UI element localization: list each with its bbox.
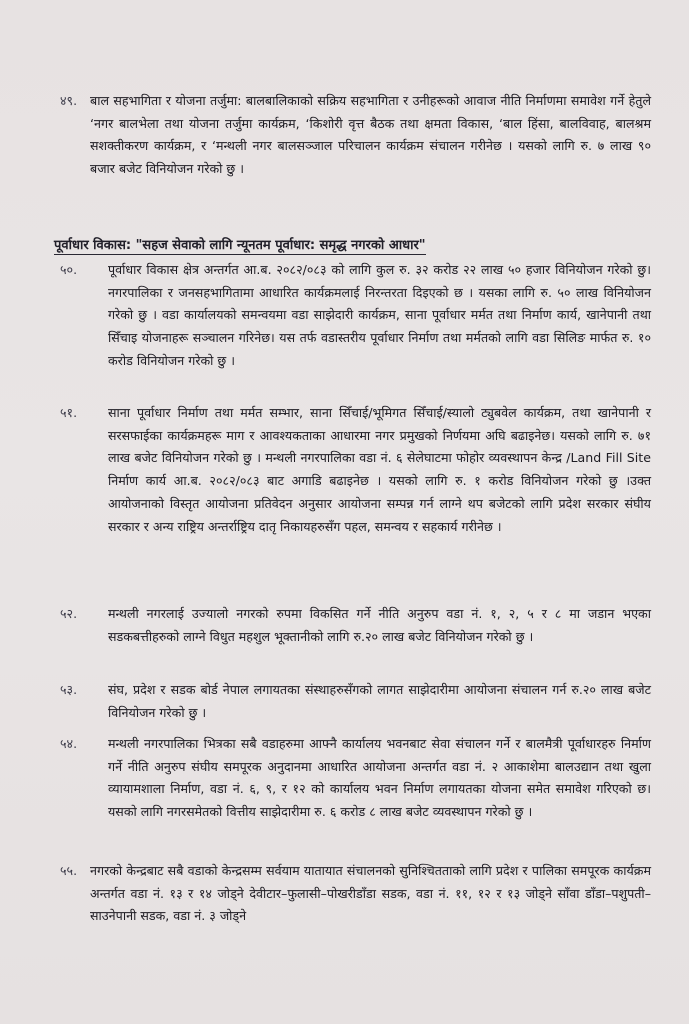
paragraph-number: ४९. (60, 93, 78, 108)
paragraph-number: ५४. (60, 736, 78, 751)
paragraph-55 (52, 860, 651, 928)
paragraph-text: संघ, प्रदेश र सडक बोर्ड नेपाल लगायतका संस्थाहरुसँगको लागत साझेदारीमा आयोजना संचालन गर्न रु.२० लाख बजेट विनियोजन गरेको छु । (108, 682, 651, 720)
paragraph-number: ५०. (60, 262, 78, 277)
paragraph-text: नगरको केन्द्रबाट सबै वडाको केन्द्रसम्म सर्वयाम यातायात संचालनको सुनिश्चितताको लागि प्रदेश र पालिका समपूरक कार्यक्रम अन्तर्गत वडा नं. १३ र १४ जोड्ने देवीटार–फुलासी–पोखरीडाँडा सडक, वडा नं. ११, १२ र १३ जोड्ने साँवा डाँडा–पशुपती–साउनेपानी सडक, वडा नं. ३ जोड्ने (90, 863, 651, 924)
paragraph-text: बाल सहभागिता र योजना तर्जुमा: बालबालिकाको सक्रिय सहभागिता र उनीहरूको आवाज नीति निर्माणमा समावेश गर्ने हेतुले ‘नगर बालभेला तथा योजना तर्जुमा कार्यक्रम, ‘किशोरी वृत्त बैठक तथा क्षमता विकास, ‘बाल हिंसा, बालविवाह, बालश्रम सशक्तीकरण कार्यक्रम, र ‘मन्थली नगर बालसञ्जाल परिचालन कार्यक्रम संचालन गरीनेछ । यसको लागि रु. ७ लाख ९० बजार बजेट विनियोजन गरेको छु । (90, 93, 651, 177)
paragraph-text: पूर्वाधार विकास क्षेत्र अन्तर्गत आ.ब. २०८२/०८३ को लागि कुल रु. ३२ करोड २२ लाख ५० हजार विनियोजन गरेको छु। नगरपालिका र जनसहभागितामा आधारित कार्यक्रमलाई निरन्तरता दिइएको छ । यसका लागि रु. ५० लाख विनियोजन गरेको छु । वडा कार्यालयको समन्वयमा वडा साझेदारी कार्यक्रम, साना पूर्वाधार मर्मत तथा निर्माण कार्य, खानेपानी तथा सिँचाइ योजनाहरू सञ्चालन गरिनेछ। यस तर्फ वडास्तरीय पूर्वाधार निर्माण तथा मर्मतको लागि वडा सिलिङ मार्फत रु. १० करोड विनियोजन गरेको छु । (108, 262, 651, 368)
paragraph-number: ५३. (60, 682, 78, 697)
paragraph-text: मन्थली नगरपालिका भित्रका सबै वडाहरुमा आफ्नै कार्यालय भवनबाट सेवा संचालन गर्ने र बालमैत्री पूर्वाधारहरु निर्माण गर्ने नीति अनुरुप संघीय समपूरक अनुदानमा आधारित आयोजना अन्तर्गत वडा नं. २ आकाशेमा बालउद्यान तथा खुला व्यायामशाला निर्माण, वडा नं. ६, ९, र १२ को कार्यालय भवन निर्माण लगायतका योजना समेत समावेश गरिएको छ। यसको लागि नगरसमेतको वित्तीय साझेदारीमा रु. ६ करोड ८ लाख बजेट व्यवस्थापन गरेको छु । (108, 736, 651, 820)
paragraph-54 (52, 733, 651, 824)
paragraph-number: ५२. (60, 606, 78, 621)
paragraph-text: मन्थली नगरलाई उज्यालो नगरको रुपमा विकसित गर्ने नीति अनुरुप वडा नं. १, २, ५ र ८ मा जडान भएका सडकबत्तीहरुको लाग्ने विधुत महशुल भूक्तानीको लागि रु.२० लाख बजेट विनियोजन गरेको छु । (108, 606, 651, 644)
paragraph-text: साना पूर्वाधार निर्माण तथा मर्मत सम्भार, साना सिँचाई/भूमिगत सिँचाई/स्यालो ट्युबवेल कार्यक्रम, तथा खानेपानी र सरसफाईका कार्यक्रमहरू माग र आवश्यकताका आधारमा नगर प्रमुखको निर्णयमा अघि बढाइनेछ। यसको लागि रु. ७१ लाख बजेट विनियोजन गरेको छु । मन्थली नगरपालिका वडा नं. ६ सेलेघाटमा फोहोर व्यवस्थापन केन्द्र /Land Fill Site निर्माण कार्य आ.ब. २०८२/०८३ बाट अगाडि बढाइनेछ । यसको लागि रु. १ करोड विनियोजन गरेको छु ।उक्त आयोजनाको विस्तृत आयोजना प्रतिवेदन अनुसार आयोजना सम्पन्न गर्न लाग्ने थप बजेटको लागि प्रदेश सरकार संघीय सरकार र अन्य राष्ट्रिय अन्तर्राष्ट्रिय दातृ निकायहरुसँग पहल, समन्वय र सहकार्य गरीनेछ । (108, 405, 651, 534)
section-heading: पूर्वाधार विकास: "सहज सेवाको लागि न्यूनतम पूर्वाधार: समृद्ध नगरको आधार" (54, 235, 426, 255)
paragraph-number: ५५. (60, 863, 78, 878)
paragraph-51 (52, 402, 651, 538)
paragraph-52 (52, 603, 651, 648)
paragraph-number: ५१. (60, 405, 78, 420)
paragraph-49 (52, 90, 651, 181)
paragraph-53 (52, 679, 651, 724)
paragraph-50 (52, 259, 651, 373)
